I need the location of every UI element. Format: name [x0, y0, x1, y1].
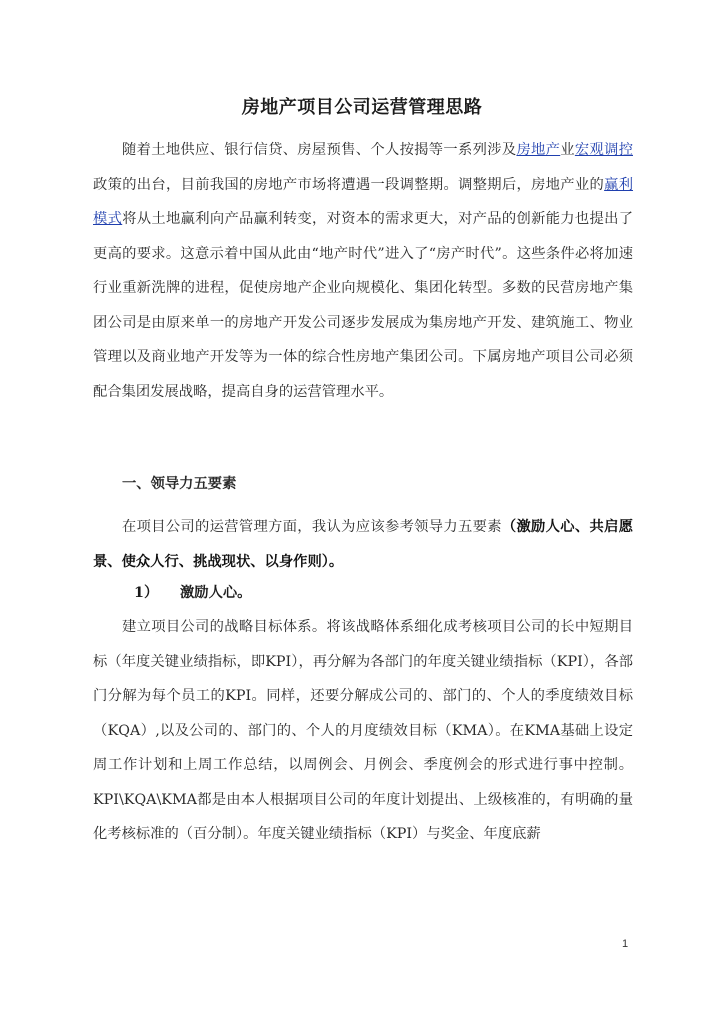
subsection-heading-inspire	[134, 582, 251, 602]
section-bold-elements: （激励人心、共启愿景、使众人行、挑战现状、以身作则）。	[93, 519, 634, 570]
intro-text-1: 随着土地供应、银行信贷、房屋预售、个人按揭等一系列涉及	[122, 142, 517, 158]
document-title: 房地产项目公司运营管理思路	[241, 97, 483, 118]
subsection-paragraph-inspire: 建立项目公司的战略目标体系。将该战略体系细化成考核项目公司的长中短期目标（年度关键业绩指标，即KPI），再分解为各部门的年度关键业绩指标（KPI），各部门分解为每个员工的KPI。同样，还要分解成公司的、部门的、个人的季度绩效目标（KQA）,以及公司的、部门的、个人的月度绩效目标（KMA）。在KMA基础上设定周工作计划和上周工作总结，以周例会、月例会、季度例会的形式进行事中控制。KPI\KQA\KMA都是由本人根据项目公司的年度计划提出、上级核准的，有明确的量化考核标准的（百分制）。年度关键业绩指标（KPI）与奖金、年度底薪	[93, 619, 633, 842]
link-macro-control[interactable]: 宏观调控	[574, 142, 633, 158]
subsection-number: 1）	[134, 585, 159, 601]
intro-paragraph	[93, 133, 633, 409]
intro-text-3: 政策的出台，目前我国的房地产市场将遭遇一段调整期。调整期后，房地产业的	[93, 176, 605, 193]
section-paragraph-leadership	[93, 510, 633, 579]
intro-text-2: 业	[560, 142, 575, 158]
intro-text-4: 将从土地赢利向产品赢利转变，对资本的需求更大，对产品的创新能力也提出了更高的要求。这意示着中国从此由“地产时代”进入了“房产时代”。这些条件必将加速行业重新洗牌的进程，促使房地产企业向规模化、集团化转型。多数的民营房地产集团公司是由原来单一的房地产开发公司逐步发展成为集房地产开发、建筑施工、物业管理以及商业地产开发等为一体的综合性房地产集团公司。下属房地产项目公司必须配合集团发展战略，提高自身的运营管理水平。	[93, 211, 634, 400]
section-heading-leadership: 一、领导力五要素	[122, 476, 237, 492]
section-text: 在项目公司的运营管理方面，我认为应该参考领导力五要素	[122, 519, 502, 535]
subsection-title: 激励人心。	[180, 585, 252, 601]
page-number: 1	[622, 938, 629, 950]
link-real-estate[interactable]: 房地产	[516, 142, 561, 158]
link-profit-model[interactable]: 赢利模式	[93, 176, 634, 227]
